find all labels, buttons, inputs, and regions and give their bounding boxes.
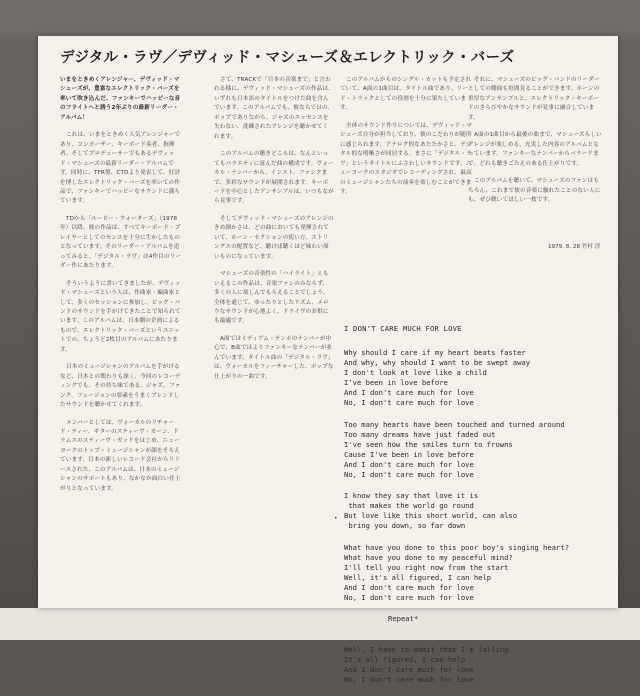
lyric-line: No, I don't care much for love <box>344 592 474 602</box>
lyric-line: And why, why should I want to be swept away <box>344 358 531 368</box>
song-title: I DON'T CARE MUCH FOR LOVE <box>344 324 462 333</box>
lyric-line: And I don't care much for love <box>344 388 474 398</box>
lyric-line: Too many dreams have just faded out <box>344 429 496 439</box>
lyric-line: It's all figured, I can help <box>344 655 466 665</box>
notes-paragraph: このアルバムからのシングル・カットも予定されていて、A面の1曲目は、タイトル曲であり、リード・トラックとしての役割を十分に果たしています。 <box>340 77 472 112</box>
notes-signature: 1979. 8. 28 竹村 淳 <box>548 244 601 250</box>
notes-paragraph: A面の1曲目から最後の曲まで、マシューズらしいアレンジが楽しめる、充実した内容のアルバムとなっています。ファンキーなナンバーからバラードまで、どれも聴きごたえのある仕上がりです。 <box>468 132 602 167</box>
lyric-line: Well, I have to admit that I'm falling <box>344 645 509 655</box>
bullet-mark: • <box>334 515 338 522</box>
notes-column-1 <box>60 76 184 502</box>
notes-paragraph: このアルバムを聴いて、マシューズのファンはもちろん、これまで彼の音楽に触れたことのない人にも、ぜひ聴いてほしい一枚です。 <box>468 178 601 203</box>
notes-paragraph: そういうように書いてきましたが、デヴィッド・マシューズという人は、作曲家・編曲家として、多くのセッションに参加し、ビッグ・バンドのサウンドを手がけてきたことで知られています。このアルバムは、日本側の企画によるもので、エレクトリック・バーズというユニットでの、ちょうど2枚目のアルバムにあたります。 <box>60 280 181 353</box>
lyrics-stanza <box>344 420 612 481</box>
lyric-line: Too many hearts have been touched and turned around <box>344 419 565 429</box>
liner-notes-sheet <box>38 36 618 685</box>
final-stanza <box>344 645 612 685</box>
notes-paragraph: そしてデヴィッド・マシューズのアレンジのきめ細かさは、どの曲においても発揮されていて、ホーン・セクションの使い方、ストリングスの配置など、聴けば聴くほど味わい深いものになっています。 <box>214 215 334 260</box>
lyric-line: What have you done to this poor boy's singing heart? <box>344 542 570 552</box>
notes-paragraph: A面ではミディアム・テンポのナンバーが中心で、B面ではよりファンキーなナンバーが並んでいます。タイトル曲の「デジタル・ラヴ」は、ヴォーカルをフィーチャーした、ポップな仕上がりの一曲です。 <box>214 335 334 380</box>
notes-paragraph: TDから「ルーピー・ウォーターズ」（1978年）以降、彼の作品は、すべてキーボード・プレイヤーとしてのセンスを十分に生かしたものとなっています。そのリーダー・アルバムを追ってみると、「デジタル・ラヴ」は4作目のリーダー作にあたります。 <box>60 215 182 270</box>
background-top <box>0 0 640 36</box>
lyric-line: I've been in love before <box>344 378 448 388</box>
lyrics-stanza <box>344 543 612 604</box>
notes-column-2 <box>214 76 334 390</box>
lyric-line: I've seen how the smiles turn to frowns <box>344 439 513 449</box>
lyric-line: Cause I've been in love before <box>344 449 474 459</box>
notes-paragraph: 全体のサウンド作りについては、デヴィッド・マシューズ自身が担当しており、彼のこだわりが随所に感じられます。アナログ的なあたたかさと、デジタル的な明晰さが同居する、まさに「デジタル・ラヴ」というタイトルにふさわしいサウンドです。ニューヨークのスタジオでレコーディングされ、最高のミュージシャンたちの演奏を楽しむことができます。 <box>340 122 472 195</box>
lyric-line: I don't look at love like a child <box>344 368 487 378</box>
lyric-line: Why should I care if my heart beats faster <box>344 348 526 357</box>
sheet-title: デジタル・ラヴ／デヴィッド・マシューズ＆エレクトリック・バーズ <box>60 50 515 66</box>
lyrics-stanza <box>344 348 612 409</box>
notes-column-3 <box>340 76 472 236</box>
lyrics-stanza <box>344 491 612 531</box>
notes-paragraph: さて、TRACKで「日本の音楽まで」と言われる様に、デヴィッド・マシューズの作品は、いずれも日本語のタイトルをつけた曲を含んでいます。このアルバムでも、彼ならではの、ポップでありながら、ジャズのエッセンスを失わない、洗練されたアレンジを聴かせてくれます。 <box>214 77 334 140</box>
lyric-line: What have you done to my peaceful mind? <box>344 552 513 562</box>
notes-paragraph: それに、マシューズのビッグ・バンドのリーダーとしての側面も垣間見ることができます。ホーンの重厚なアンサンブルと、エレクトリック・キーボードのきらびやかなサウンドが見事に融合しています。 <box>468 77 600 121</box>
repeat-marker: Repeat* <box>388 614 419 624</box>
notes-paragraph: このアルバムの聴きどころは、なんといってもバラエティに富んだ曲の構成です。ヴォーカル・ナンバーから、インスト、ファンクまで、多彩なサウンドが展開されます。キーボードを中心としたアンサンブルは、いつもながら見事です。 <box>214 151 334 205</box>
lyrics-block <box>344 324 612 696</box>
lyric-line: But love like this short world, can also <box>344 511 518 521</box>
notes-paragraph: 日本のミュージシャンのアルバムを手がけるなど、日本との関わりも深く、今回のレコーディングでも、その持ち味である、ジャズ、ファンク、フュージョンの要素をうまくブレンドしたサウンドを聴かせてくれます。 <box>60 364 181 409</box>
lyric-line: And I don't care much for love <box>344 582 474 592</box>
lyric-line: Well, it's all figured, I can help <box>344 572 492 582</box>
lyric-line: And I don't care much for love <box>344 665 474 675</box>
lyric-line: And I don't care much for love <box>344 459 474 469</box>
notes-column-4 <box>468 76 602 238</box>
lyric-line: No, I don't care much for love <box>344 675 474 685</box>
lyrics-stanzas <box>344 348 612 603</box>
lyric-line: No, I don't care much for love <box>344 470 474 480</box>
notes-paragraph: これは、いまをときめく人気アレンジャーであり、コンポーザー、キーボード奏者、指揮者、そしてプロデューサーでもあるデヴィッド・マシューズの最新リーダー・アルバムです。同時に、TFR盤、CTDより発表して、好評を博したエレクトリック・バーズを率いての作品で、ファンキーでハッピーなサウンドに満ちています。 <box>60 132 181 205</box>
lyric-line: I'll tell you right now from the start <box>344 562 509 572</box>
lyric-line: I know they say that love it is <box>344 491 479 501</box>
lyric-line: bring you down, so far down <box>344 521 466 531</box>
lyric-line: No, I don't care much for love <box>344 398 474 408</box>
notes-paragraph: マシューズの音楽性の「ハイライト」ともいえるこの作品は、音楽ファンのみならず、多くの人に楽しんでもらえることでしょう。全体を通じて、ゆったりとしたリズム、メロウなサウンドが心地よく、ドライヴのお供にも最適です。 <box>214 271 329 325</box>
notes-paragraph: いまをときめくアレンジャー、デヴィッド・マシューズが、豊富なエレクトリック・バーズを率いて吹き込んだ、ファンキーでハッピーな音のフライトへと誘う2年ぶりの最新リーダー・アルバム！ <box>60 77 181 121</box>
lyric-line: that makes the world go round <box>344 501 474 511</box>
notes-paragraph: メンバーとしては、ヴォーカルのリチャード・ティー、ギターのスティーヴ・カーン、ドラムスのスティーヴ・ガッドをはじめ、ニューヨークのトップ・ミュージシャンが顔をそろえています。日本の新しいレコード会社からリリースされた、このアルバムは、日本のミュージシャンのサポートもあり、なかなか面白い仕上がりとなっています。 <box>60 419 181 492</box>
